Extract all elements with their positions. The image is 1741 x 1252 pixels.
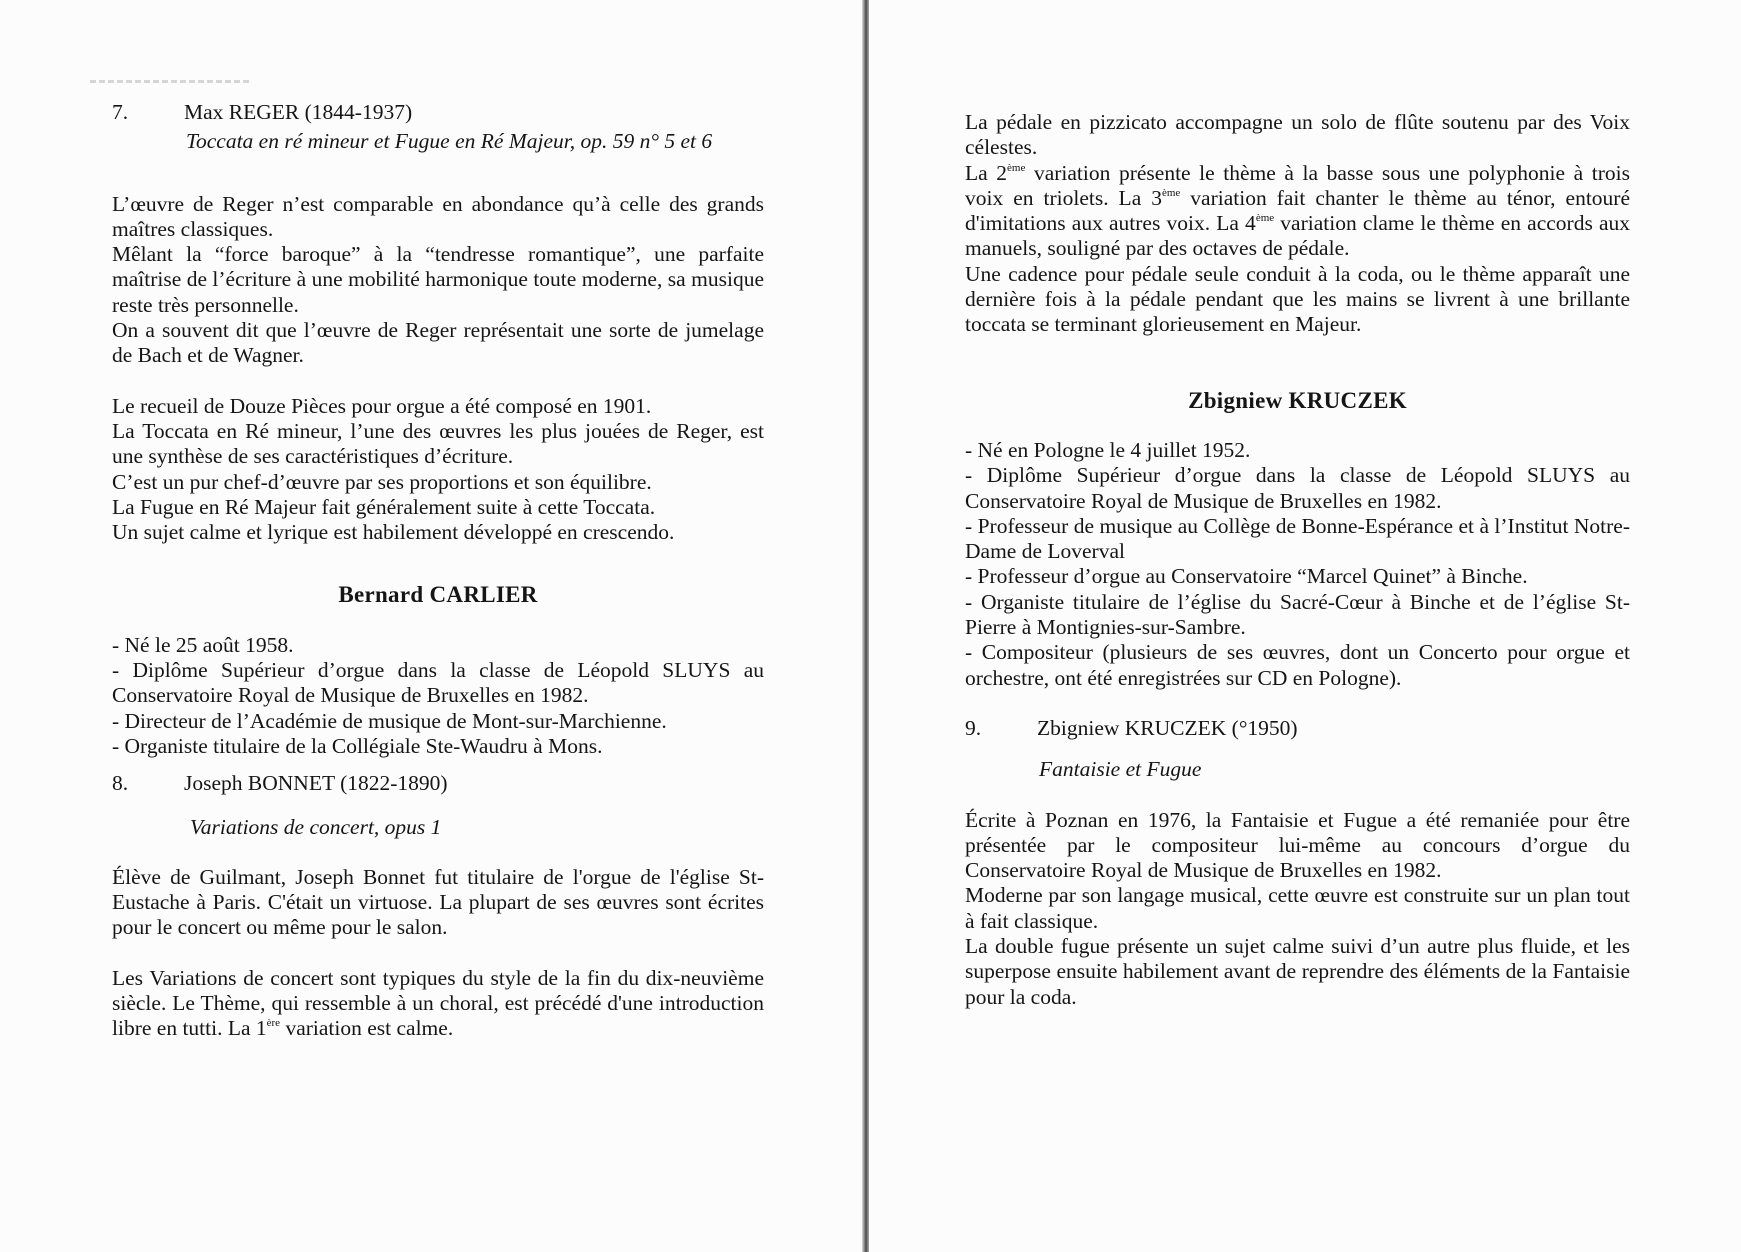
item-number: 7. xyxy=(112,100,129,124)
carlier-biography xyxy=(112,633,764,759)
paragraph: On a souvent dit que l’œuvre de Reger représentait une sorte de jumelage de Bach et de Wagner. xyxy=(112,318,764,368)
paragraph: Écrite à Poznan en 1976, la Fantaisie et Fugue a été remaniée pour être présentée par le compositeur lui-même au concours d’orgue du Conservatoire Royal de Musique de Bruxelles en 1982. xyxy=(965,807,1630,883)
bio-line: - Professeur d’orgue au Conservatoire “Marcel Quinet” à Binche. xyxy=(965,564,1528,589)
item-8-heading xyxy=(112,771,764,796)
composer-title: Max REGER (1844-1937) xyxy=(184,100,413,124)
bio-line: - Compositeur (plusieurs de ses œuvres, dont un Concerto pour orgue et orchestre, ont été enregistrées sur CD en Pologne). xyxy=(965,640,1630,690)
paragraph: La Toccata en Ré mineur, l’une des œuvres les plus jouées de Reger, est une synthèse de ses caractéristiques d’écriture. xyxy=(112,418,764,469)
paragraph: La double fugue présente un sujet calme suivi d’un autre plus fluide, et les superpose ensuite habilement avant de reprendre des éléments de la Fantaisie pour la coda. xyxy=(965,934,1630,1009)
left-page xyxy=(0,0,866,1252)
paragraph: Mêlant la “force baroque” à la “tendresse romantique”, une parfaite maîtrise de l’écriture à une mobilité harmonique toute moderne, sa musique reste très personnelle. xyxy=(112,242,764,317)
right-page xyxy=(869,0,1741,1252)
paragraph: La pédale en pizzicato accompagne un solo de flûte soutenu par des Voix célestes. xyxy=(965,110,1630,160)
composer-title: Zbigniew KRUCZEK (°1950) xyxy=(1037,715,1298,740)
kruczek-biography xyxy=(965,438,1630,691)
paragraph: C’est un pur chef-d’œuvre par ses proportions et son équilibre. xyxy=(112,469,652,494)
bio-line: - Né en Pologne le 4 juillet 1952. xyxy=(965,437,1251,462)
reger-work-notes xyxy=(112,394,764,546)
bio-line: - Professeur de musique au Collège de Bonne-Espérance et à l’Institut Notre-Dame de Loverval xyxy=(965,513,1630,564)
composer-title: Joseph BONNET (1822-1890) xyxy=(184,771,448,796)
paragraph: Une cadence pour pédale seule conduit à la coda, ou le thème apparaît une dernière fois à la pédale pendant que les mains se livrent à une brillante toccata se terminant glorieusement en Majeur. xyxy=(965,261,1630,337)
paragraph: La Fugue en Ré Majeur fait généralement suite à cette Toccata. xyxy=(112,494,656,519)
left-column xyxy=(112,100,764,1042)
bio-line: - Diplôme Supérieur d’orgue dans la classe de Léopold SLUYS au Conservatoire Royal de Musique de Bruxelles en 1982. xyxy=(112,658,764,708)
work-title: Fantaisie et Fugue xyxy=(1039,757,1202,782)
right-column xyxy=(965,110,1630,1010)
kruczek-work-notes xyxy=(965,808,1630,1010)
work-title: Toccata en ré mineur et Fugue en Ré Majeur, op. 59 n° 5 et 6 xyxy=(186,129,713,154)
performer-heading: Zbigniew KRUCZEK xyxy=(1188,387,1407,413)
paragraph: Le recueil de Douze Pièces pour orgue a été composé en 1901. xyxy=(112,393,652,418)
item-number: 8. xyxy=(112,771,129,796)
bio-line: - Diplôme Supérieur d’orgue dans la classe de Léopold SLUYS au Conservatoire Royal de Musique de Bruxelles en 1982. xyxy=(965,463,1630,513)
work-title: Variations de concert, opus 1 xyxy=(190,814,442,839)
paragraph: L’œuvre de Reger n’est comparable en abondance qu’à celle des grands maîtres classiques. xyxy=(112,191,764,241)
paragraph: Un sujet calme et lyrique est habilement développé en crescendo. xyxy=(112,520,675,545)
bio-line: - Organiste titulaire de l’église du Sacré-Cœur à Binche et de l’église St-Pierre à Montignies-sur-Sambre. xyxy=(965,589,1630,640)
item-9-heading xyxy=(965,716,1630,741)
performer-heading: Bernard CARLIER xyxy=(338,582,538,608)
bio-line: - Né le 25 août 1958. xyxy=(112,632,294,657)
item-7-heading xyxy=(112,100,764,125)
bio-line: - Organiste titulaire de la Collégiale Ste-Waudru à Mons. xyxy=(112,733,603,758)
bio-line: - Directeur de l’Académie de musique de Mont-sur-Marchienne. xyxy=(112,708,667,733)
variations-paragraph: La 2ème variation présente le thème à la basse sous une polyphonie à trois voix en triolets. La 3ème variation fait chanter le thème au ténor, entouré d'imitations aux autres voix. La 4ème variation clame le thème en accords aux manuels, souligné par des octaves de pédale. xyxy=(965,160,1631,261)
bonnet-description: Élève de Guilmant, Joseph Bonnet fut titulaire de l'orgue de l'église St-Eustache à Paris. C'était un virtuose. La plupart de ses œuvres sont écrites pour le concert ou même pour le salon. xyxy=(112,864,764,940)
reger-description xyxy=(112,192,764,369)
paragraph: Moderne par son langage musical, cette œuvre est construite sur un plan tout à fait classique. xyxy=(965,883,1630,933)
scan-artifact xyxy=(90,80,250,83)
bonnet-work-notes: Les Variations de concert sont typiques du style de la fin du dix-neuvième siècle. Le Thème, qui ressemble à un choral, est précédé d'une introduction libre en tutti. La 1ère variation est calme. xyxy=(112,965,764,1041)
item-number: 9. xyxy=(965,715,982,740)
